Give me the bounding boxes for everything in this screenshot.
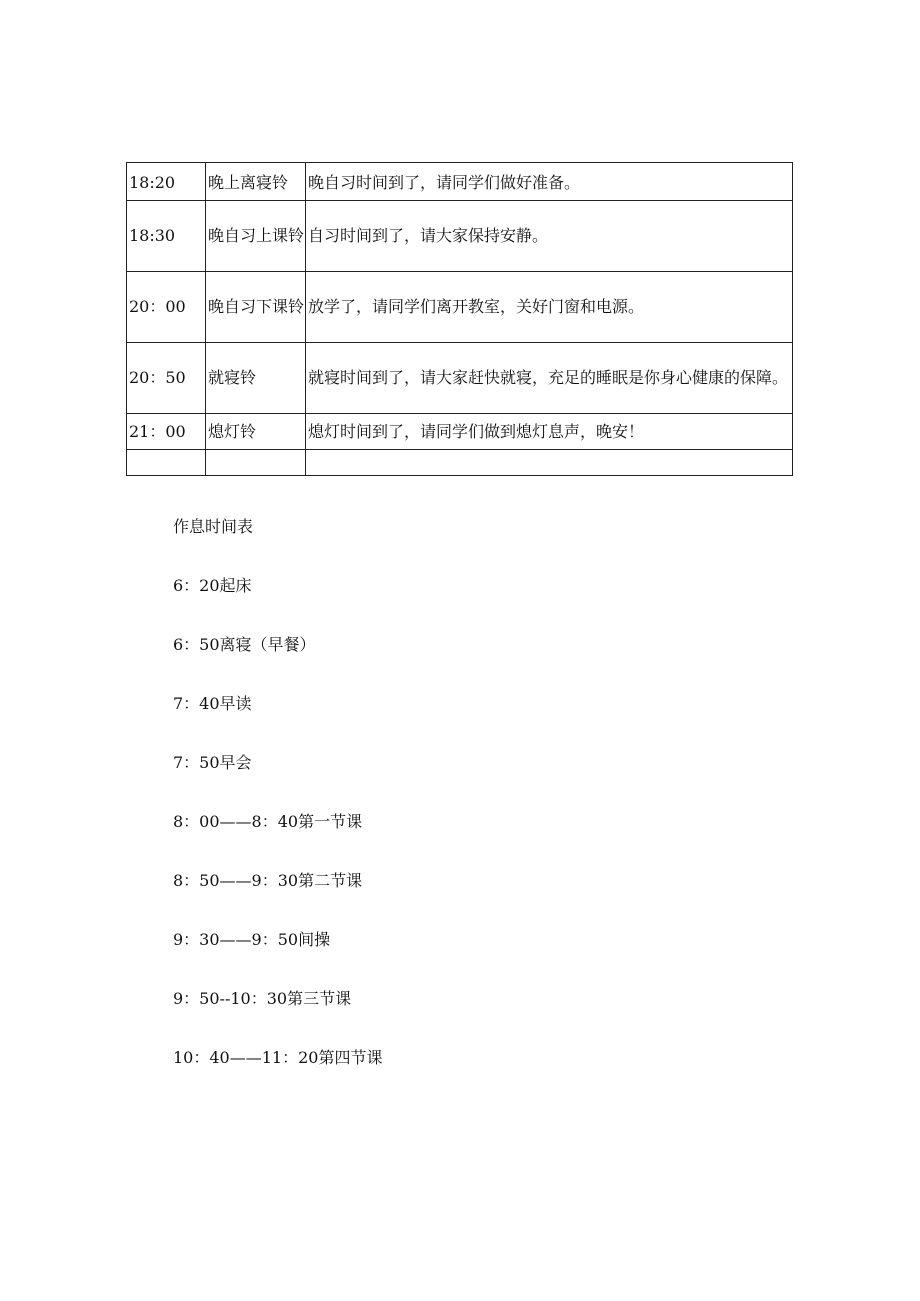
schedule-item: 10：40——11：20第四节课 [173,1048,383,1067]
schedule-item: 6：20起床 [173,576,252,595]
schedule-item: 9：30——9：50间操 [173,930,331,949]
bell-message-cell: 放学了，请同学们离开教室，关好门窗和电源。 [306,272,793,343]
schedule-item: 7：40早读 [173,694,252,713]
bell-message-cell: 晚自习时间到了，请同学们做好准备。 [306,163,793,201]
bell-name-cell: 熄灯铃 [206,414,306,450]
bell-message-cell: 熄灯时间到了，请同学们做到熄灯息声，晚安！ [306,414,793,450]
table-row [127,272,793,343]
daily-schedule [173,509,382,1099]
bell-time-cell [127,450,206,476]
bell-name-cell: 晚自习上课铃 [206,201,306,272]
bell-name-cell: 晚上离寝铃 [206,163,306,201]
table-row [127,163,793,201]
bell-schedule-table [126,162,793,476]
schedule-item: 6：50离寝（早餐） [173,635,316,654]
bell-time-cell: 18:30 [127,201,206,272]
bell-message-cell: 就寝时间到了，请大家赶快就寝，充足的睡眠是你身心健康的保障。 [306,343,793,414]
table-row [127,201,793,272]
bell-name-cell: 就寝铃 [206,343,306,414]
schedule-item: 8：50——9：30第二节课 [173,871,363,890]
table-row [127,343,793,414]
bell-message-cell: 自习时间到了，请大家保持安静。 [306,201,793,272]
table-row [127,414,793,450]
bell-time-cell: 21：00 [127,414,206,450]
schedule-title: 作息时间表 [173,517,254,536]
bell-name-cell: 晚自习下课铃 [206,272,306,343]
schedule-item: 8：00——8：40第一节课 [173,812,363,831]
bell-time-cell: 20：50 [127,343,206,414]
schedule-item: 7：50早会 [173,753,252,772]
bell-time-cell: 18:20 [127,163,206,201]
bell-name-cell [206,450,306,476]
schedule-item: 9：50--10：30第三节课 [173,989,352,1008]
table-row [127,450,793,476]
bell-time-cell: 20：00 [127,272,206,343]
bell-message-cell [306,450,793,476]
